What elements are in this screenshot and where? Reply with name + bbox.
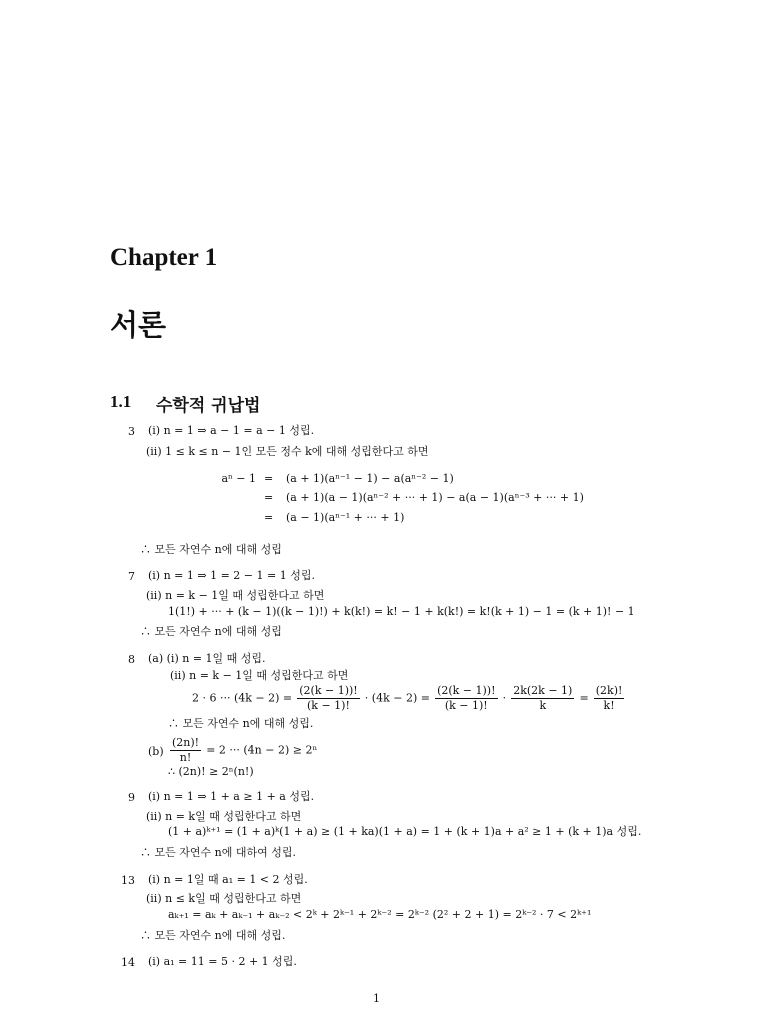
case-a-i: (a) (i) n = 1일 때 성립. xyxy=(148,652,266,665)
case-a-ii: (ii) n = k − 1일 때 성립한다고 하면 xyxy=(170,669,349,682)
denominator: (k − 1)! xyxy=(444,699,488,712)
denominator: k xyxy=(539,699,547,712)
equals-sign: = xyxy=(264,491,274,504)
case-i: (i) n = 1 ⇒ 1 = 2 − 1 = 1 성립. xyxy=(148,569,315,582)
equation-lhs: aⁿ − 1 xyxy=(221,472,256,485)
conclusion: ∴ 모든 자연수 n에 대해 성립 xyxy=(140,625,282,638)
case-ii: (ii) n = k일 때 성립한다고 하면 xyxy=(146,810,302,823)
equation-lhs: 2 · 6 ··· (4k − 2) = xyxy=(192,691,293,705)
equals-sign: = xyxy=(264,511,274,524)
problem-number: 7 xyxy=(128,570,135,583)
fraction xyxy=(594,684,625,713)
problem-number: 3 xyxy=(128,425,135,438)
case-i: (i) a₁ = 11 = 5 · 2 + 1 성립. xyxy=(148,955,297,968)
equals-sign: = xyxy=(579,691,589,705)
case-ii: (ii) n = k − 1일 때 성립한다고 하면 xyxy=(146,589,325,602)
conclusion: ∴ 모든 자연수 n에 대해 성립. xyxy=(168,717,314,730)
equation-mid: · (4k − 2) = xyxy=(364,691,430,705)
numerator: 2k(2k − 1) xyxy=(513,684,573,697)
equals-sign: = xyxy=(264,472,274,485)
numerator: (2(k − 1))! xyxy=(299,684,358,697)
equation-line: (a + 1)(aⁿ⁻¹ − 1) − a(aⁿ⁻² − 1) xyxy=(286,472,454,485)
factorial-equation xyxy=(192,684,624,713)
conclusion: ∴ 모든 자연수 n에 대하여 성립. xyxy=(140,846,296,859)
case-ii: (ii) 1 ≤ k ≤ n − 1인 모든 정수 k에 대해 성립한다고 하면 xyxy=(146,445,429,458)
equation-rest: = 2 ··· (4n − 2) ≥ 2ⁿ xyxy=(206,743,318,757)
numerator: (2n)! xyxy=(172,736,200,749)
denominator: n! xyxy=(179,751,192,764)
equation-line: (a + 1)(a − 1)(aⁿ⁻² + ··· + 1) − a(a − 1)(aⁿ⁻³ + ··· + 1) xyxy=(286,491,584,504)
equation-line: 1(1!) + ··· + (k − 1)((k − 1)!) + k(k!) = k! − 1 + k(k!) = k!(k + 1) − 1 = (k + 1)! − 1 xyxy=(168,605,635,618)
problem-number: 13 xyxy=(121,874,135,887)
problem-number: 14 xyxy=(121,956,135,969)
dot-operator: · xyxy=(502,691,507,705)
fraction xyxy=(170,736,201,765)
conclusion: ∴ 모든 자연수 n에 대해 성립 xyxy=(140,543,282,556)
case-i: (i) n = 1일 때 a₁ = 1 < 2 성립. xyxy=(148,873,308,886)
numerator: (2k)! xyxy=(595,684,623,697)
denominator: (k − 1)! xyxy=(307,699,350,712)
case-b-label: (b) xyxy=(148,745,164,758)
equation-line: (a − 1)(aⁿ⁻¹ + ··· + 1) xyxy=(286,511,405,524)
fraction xyxy=(511,684,574,713)
numerator: (2(k − 1))! xyxy=(437,684,496,697)
case-i: (i) n = 1 ⇒ 1 + a ≥ 1 + a 성립. xyxy=(148,790,315,803)
chapter-label: Chapter 1 xyxy=(110,244,218,271)
page-number: 1 xyxy=(373,992,380,1005)
case-ii: (ii) n ≤ k일 때 성립한다고 하면 xyxy=(146,892,302,905)
denominator: k! xyxy=(603,699,615,712)
factorial-inequality xyxy=(170,736,317,765)
problem-number: 9 xyxy=(128,791,135,804)
fraction xyxy=(435,684,497,713)
fraction xyxy=(297,684,359,713)
problem-number: 8 xyxy=(128,653,135,666)
conclusion: ∴ 모든 자연수 n에 대해 성립. xyxy=(140,929,286,942)
case-i: (i) n = 1 ⇒ a − 1 = a − 1 성립. xyxy=(148,424,315,437)
section-title: 수학적 귀납법 xyxy=(156,396,261,416)
section-number: 1.1 xyxy=(110,392,132,411)
equation-line: aₖ₊₁ = aₖ + aₖ₋₁ + aₖ₋₂ < 2ᵏ + 2ᵏ⁻¹ + 2ᵏ⁻² = 2ᵏ⁻² (2² + 2 + 1) = 2ᵏ⁻² · 7 < 2ᵏ⁺¹ xyxy=(168,908,592,921)
equation-line: (1 + a)ᵏ⁺¹ = (1 + a)ᵏ(1 + a) ≥ (1 + ka)(1 + a) = 1 + (k + 1)a + a² ≥ 1 + (k + 1)a 성립. xyxy=(168,825,642,838)
chapter-title: 서론 xyxy=(110,308,167,342)
conclusion: ∴ (2n)! ≥ 2ⁿ(n!) xyxy=(168,765,254,778)
